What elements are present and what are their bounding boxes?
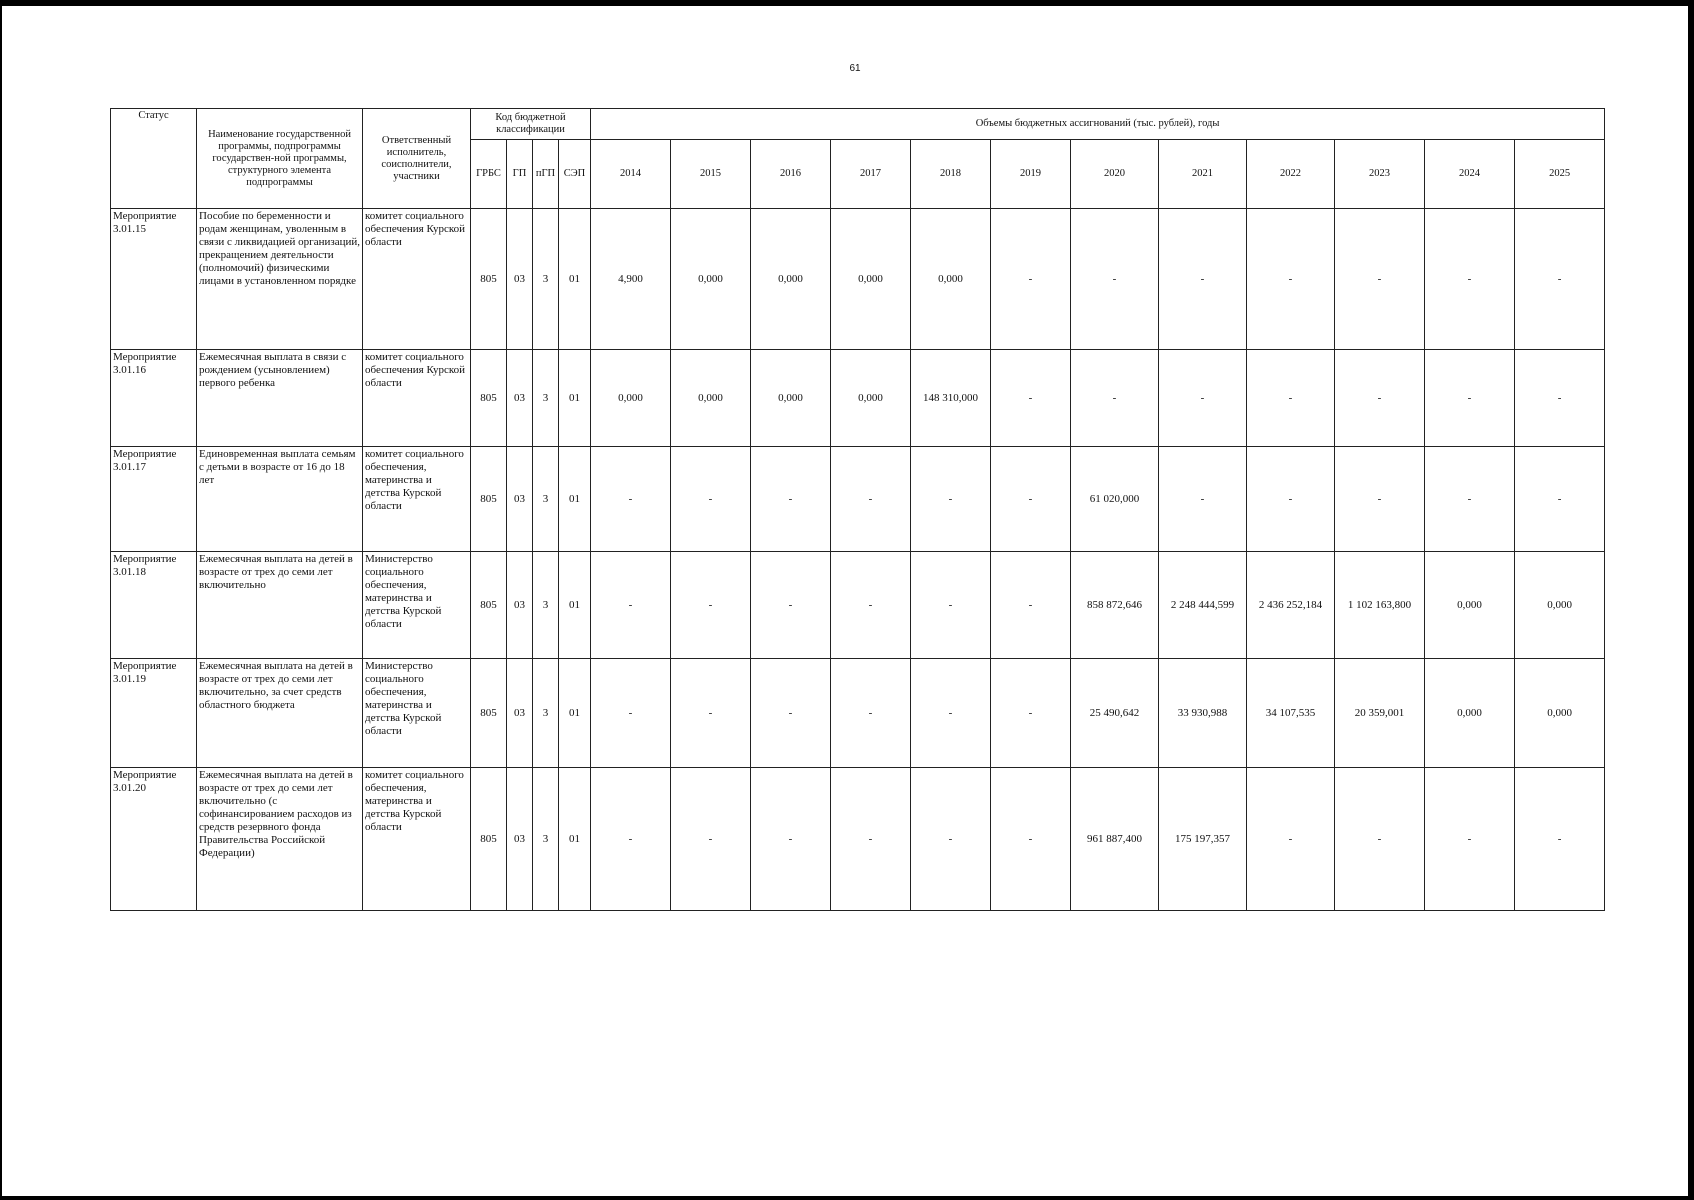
row-value: 858 872,646 <box>1071 552 1159 659</box>
row-name: Ежемесячная выплата в связи с рождением (усыновлением) первого ребенка <box>197 350 363 447</box>
header-year: 2020 <box>1071 140 1159 209</box>
row-status: Мероприятие 3.01.18 <box>111 552 197 659</box>
scan-border-bottom <box>0 1196 1694 1200</box>
header-volumes: Объемы бюджетных ассигнований (тыс. рублей), годы <box>591 109 1605 140</box>
row-value: - <box>1335 209 1425 350</box>
table-row <box>111 659 1605 768</box>
row-code-grbs: 805 <box>471 768 507 911</box>
row-code-grbs: 805 <box>471 447 507 552</box>
header-year: 2014 <box>591 140 671 209</box>
row-value: - <box>591 659 671 768</box>
row-status: Мероприятие 3.01.16 <box>111 350 197 447</box>
row-value: 0,000 <box>831 350 911 447</box>
row-code-pgp: 3 <box>533 447 559 552</box>
row-code-pgp: 3 <box>533 552 559 659</box>
row-value: - <box>991 350 1071 447</box>
row-value: - <box>911 659 991 768</box>
row-code-gp: 03 <box>507 768 533 911</box>
row-value: - <box>1335 447 1425 552</box>
row-value: 0,000 <box>671 209 751 350</box>
scan-border-top <box>0 0 1694 6</box>
row-name: Ежемесячная выплата на детей в возрасте от трех до семи лет включительно <box>197 552 363 659</box>
row-value: 0,000 <box>591 350 671 447</box>
row-value: - <box>1515 209 1605 350</box>
row-value: - <box>831 768 911 911</box>
row-code-sep: 01 <box>559 552 591 659</box>
row-value: - <box>751 552 831 659</box>
row-value: - <box>1159 209 1247 350</box>
row-code-pgp: 3 <box>533 350 559 447</box>
row-value: - <box>1247 768 1335 911</box>
row-status: Мероприятие 3.01.15 <box>111 209 197 350</box>
row-status: Мероприятие 3.01.19 <box>111 659 197 768</box>
row-value: - <box>831 659 911 768</box>
row-value: 0,000 <box>1515 552 1605 659</box>
row-code-gp: 03 <box>507 552 533 659</box>
row-value: 20 359,001 <box>1335 659 1425 768</box>
table-row <box>111 768 1605 911</box>
row-value: - <box>751 447 831 552</box>
row-responsible: Министерство социального обеспечения, материнства и детства Курской области <box>363 659 471 768</box>
row-value: - <box>1159 350 1247 447</box>
row-value: 148 310,000 <box>911 350 991 447</box>
row-value: - <box>1425 209 1515 350</box>
budget-table <box>110 108 1605 911</box>
header-year: 2015 <box>671 140 751 209</box>
row-code-pgp: 3 <box>533 659 559 768</box>
row-value: - <box>991 552 1071 659</box>
row-value: - <box>751 659 831 768</box>
row-code-grbs: 805 <box>471 209 507 350</box>
row-value: 33 930,988 <box>1159 659 1247 768</box>
row-value: - <box>1071 209 1159 350</box>
row-name: Единовременная выплата семьям с детьми в возрасте от 16 до 18 лет <box>197 447 363 552</box>
row-value: - <box>911 552 991 659</box>
row-code-pgp: 3 <box>533 209 559 350</box>
header-year: 2025 <box>1515 140 1605 209</box>
row-value: 1 102 163,800 <box>1335 552 1425 659</box>
page-number: 61 <box>849 63 861 74</box>
row-value: - <box>911 447 991 552</box>
row-value: - <box>1515 350 1605 447</box>
row-value: - <box>1247 447 1335 552</box>
header-code-sep: СЭП <box>559 140 591 209</box>
row-value: - <box>671 447 751 552</box>
row-value: 0,000 <box>1515 659 1605 768</box>
header-year: 2021 <box>1159 140 1247 209</box>
row-value: 0,000 <box>1425 659 1515 768</box>
row-value: 2 436 252,184 <box>1247 552 1335 659</box>
row-code-sep: 01 <box>559 659 591 768</box>
scan-border-left <box>0 0 2 1200</box>
row-code-gp: 03 <box>507 209 533 350</box>
row-value: - <box>1071 350 1159 447</box>
row-value: 0,000 <box>1425 552 1515 659</box>
row-value: - <box>991 659 1071 768</box>
row-code-sep: 01 <box>559 350 591 447</box>
header-year: 2023 <box>1335 140 1425 209</box>
header-budget-code: Код бюджетной классификации <box>471 109 591 140</box>
row-value: 961 887,400 <box>1071 768 1159 911</box>
header-row-1 <box>111 109 1605 140</box>
row-name: Пособие по беременности и родам женщинам, уволенным в связи с ликвидацией организаций, прекращением деятельности (полномочий) физическими лицами в установленном порядке <box>197 209 363 350</box>
row-value: - <box>1425 447 1515 552</box>
row-value: 0,000 <box>831 209 911 350</box>
row-code-sep: 01 <box>559 209 591 350</box>
row-value: - <box>1335 768 1425 911</box>
row-value: - <box>671 768 751 911</box>
row-value: - <box>991 209 1071 350</box>
row-value: - <box>591 552 671 659</box>
row-name: Ежемесячная выплата на детей в возрасте от трех до семи лет включительно (с софинансированием расходов из средств резервного фонда Правительства Российской Федерации) <box>197 768 363 911</box>
row-code-sep: 01 <box>559 447 591 552</box>
row-value: - <box>831 552 911 659</box>
row-value: - <box>1515 768 1605 911</box>
row-responsible: комитет социального обеспечения Курской области <box>363 209 471 350</box>
row-status: Мероприятие 3.01.17 <box>111 447 197 552</box>
header-code-grbs: ГРБС <box>471 140 507 209</box>
row-value: - <box>991 768 1071 911</box>
row-value: 34 107,535 <box>1247 659 1335 768</box>
header-year: 2016 <box>751 140 831 209</box>
row-value: 61 020,000 <box>1071 447 1159 552</box>
row-value: 4,900 <box>591 209 671 350</box>
row-value: - <box>991 447 1071 552</box>
header-code-gp: ГП <box>507 140 533 209</box>
row-value: 0,000 <box>751 209 831 350</box>
table-row <box>111 552 1605 659</box>
row-value: - <box>591 447 671 552</box>
table-row <box>111 350 1605 447</box>
row-value: 25 490,642 <box>1071 659 1159 768</box>
row-responsible: комитет социального обеспечения, материнства и детства Курской области <box>363 447 471 552</box>
row-value: - <box>671 552 751 659</box>
row-value: - <box>1515 447 1605 552</box>
header-year: 2019 <box>991 140 1071 209</box>
table-row <box>111 209 1605 350</box>
header-name: Наименование государственной программы, подпрограммы государствен-ной программы, структурного элемента подпрограммы <box>197 109 363 209</box>
row-code-grbs: 805 <box>471 350 507 447</box>
row-value: - <box>591 768 671 911</box>
row-name: Ежемесячная выплата на детей в возрасте от трех до семи лет включительно, за счет средств областного бюджета <box>197 659 363 768</box>
header-year: 2024 <box>1425 140 1515 209</box>
row-value: - <box>1335 350 1425 447</box>
header-responsible: Ответственный исполнитель, соисполнители, участники <box>363 109 471 209</box>
row-code-gp: 03 <box>507 350 533 447</box>
row-status: Мероприятие 3.01.20 <box>111 768 197 911</box>
row-code-grbs: 805 <box>471 552 507 659</box>
row-value: - <box>1247 350 1335 447</box>
row-code-gp: 03 <box>507 447 533 552</box>
table-row <box>111 447 1605 552</box>
row-value: 0,000 <box>911 209 991 350</box>
row-value: - <box>911 768 991 911</box>
header-status: Статус <box>111 109 197 209</box>
scan-border-right <box>1688 0 1694 1200</box>
row-value: - <box>1159 447 1247 552</box>
row-code-pgp: 3 <box>533 768 559 911</box>
row-responsible: комитет социального обеспечения Курской области <box>363 350 471 447</box>
row-value: - <box>1247 209 1335 350</box>
header-year: 2017 <box>831 140 911 209</box>
row-code-gp: 03 <box>507 659 533 768</box>
row-value: - <box>1425 350 1515 447</box>
row-code-sep: 01 <box>559 768 591 911</box>
row-value: 0,000 <box>671 350 751 447</box>
header-code-pgp: пГП <box>533 140 559 209</box>
row-responsible: Министерство социального обеспечения, материнства и детства Курской области <box>363 552 471 659</box>
header-year: 2018 <box>911 140 991 209</box>
row-responsible: комитет социального обеспечения, материнства и детства Курской области <box>363 768 471 911</box>
row-value: 0,000 <box>751 350 831 447</box>
row-value: - <box>671 659 751 768</box>
row-value: 2 248 444,599 <box>1159 552 1247 659</box>
row-value: 175 197,357 <box>1159 768 1247 911</box>
row-code-grbs: 805 <box>471 659 507 768</box>
row-value: - <box>751 768 831 911</box>
header-year: 2022 <box>1247 140 1335 209</box>
row-value: - <box>1425 768 1515 911</box>
row-value: - <box>831 447 911 552</box>
